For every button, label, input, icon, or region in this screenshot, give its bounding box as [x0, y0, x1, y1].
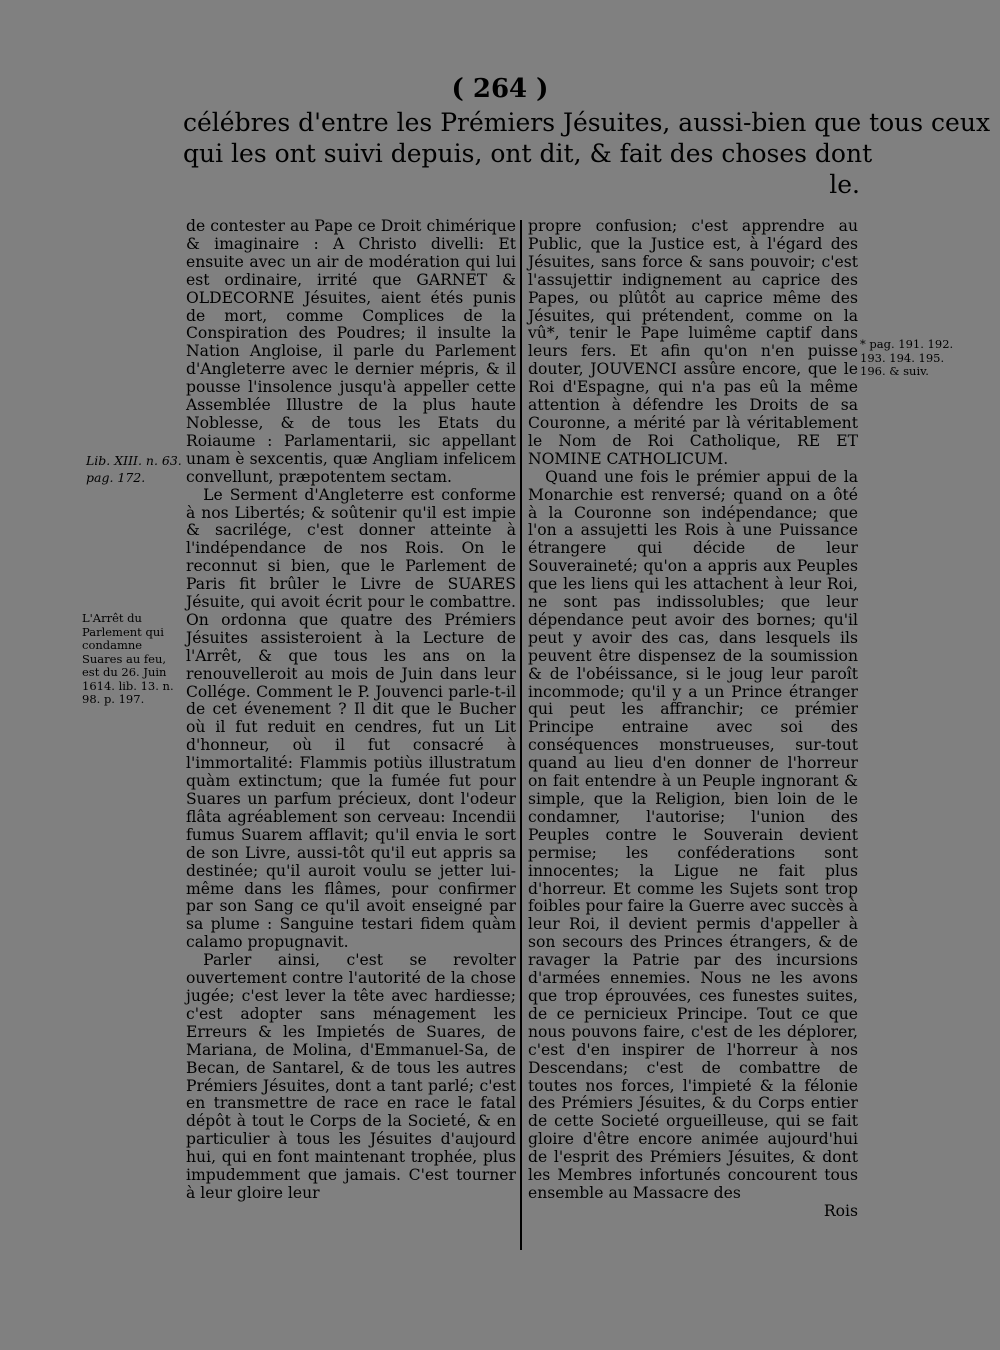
page-number: ( 264 ) — [451, 74, 549, 104]
running-head — [183, 107, 991, 200]
left-paragraph-3: Parler ainsi, c'est se revolter ouvertement contre l'autorité de la chose jugée; c'est lever la tête avec hardiesse; c'est adopter sans ménagement les Erreurs & les Impietés de Suares, de Mariana, de Molina, d'Emmanuel-Sa, de Becan, de Santarel, & de tous les autres Prémiers Jésuites, dont a tant parlé; c'est en transmettre de race en race le fatal dépôt à tout le Corps de la Societé, & en particulier à tous les Jésuites d'aujourd hui, qui en font maintenant trophée, plus impudemment que jamais. C'est tourner à leur gloire leur — [186, 951, 516, 1202]
margin-note-arret: L'Arrêt du Parlement qui condamne Suares au feu, est du 26. Juin 1614. lib. 13. n. 98. p. 197. — [82, 611, 174, 706]
margin-note-lib: Lib. XIII. n. 63. pag. 172. — [86, 453, 182, 485]
right-paragraph-1: propre confusion; c'est apprendre au Public, que la Justice est, à l'égard des Jésuites, sans force & sans pouvoir; c'est l'assujettir indignement au caprice des Papes, ou plûtôt au caprice même des Jésuites, qui prétendent, comme on la vû*, tenir le Pape luimême captif dans leurs fers. Et afin qu'on n'en puisse douter, JOUVENCI assûre encore, que le Roi d'Espagne, qui n'a pas eû la même attention à défendre les Droits de sa Couronne, a mérité par là véritablement le Nom de Roi Catholique, RE ET NOMINE CATHOLICUM. — [528, 217, 858, 468]
left-paragraph-1: de contester au Pape ce Droit chimérique & imaginaire : A Christo divelli: Et ensuite avec un air de modération qui lui est ordinaire, irrité que GARNET & OLDECORNE Jésuites, aient étés punis de mort, comme Complices de la Conspiration des Poudres; il insulte la Nation Angloise, il parle du Parlement d'Angleterre avec le dernier mépris, & il pousse l'insolence jusqu'à appeller cette Assemblée Illustre de la plus haute Noblesse, & de tous les Etats du Roiaume : Parlamentarii, sic appellant unam è sexcentis, quæ Angliam infelicem convellunt, præpotentem sectam. — [186, 217, 516, 486]
left-paragraph-2: Le Serment d'Angleterre est conforme à nos Libertés; & soûtenir qu'il est impie & sacrilége, c'est donner atteinte à l'indépendance de nos Rois. On le reconnut si bien, que le Parlement de Paris fit brûler le Livre de SUARES Jésuite, qui avoit écrit pour le combattre. On ordonna que quatre des Prémiers Jésuites assisteroient à la Lecture de l'Arrêt, & que tous les ans on la renouvelleroit au mois de Juin dans leur Collége. Comment le P. Jouvenci parle-t-il de cet évenement ? Il dit que le Bucher où il fut reduit en cendres, fut un Lit d'honneur, où il fut consacré à l'immortalité: Flammis potiùs illustratum quàm extinctum; que la fumée fut pour Suares un parfum précieux, dont l'odeur flâta agréablement son cerveau: Incendii fumus Suarem afflavit; qu'il envia le sort de son Livre, aussi-tôt qu'il eut appris sa destinée; qu'il auroit voulu se jetter lui-même dans les flâmes, pour confirmer par son Sang ce qu'il avoit enseigné par sa plume : Sanguine testari fidem quàm calamo propugnavit. — [186, 485, 516, 952]
catchword: Rois — [823, 1201, 858, 1220]
running-head-line-1: célébres d'entre les Prémiers Jésuites, aussi-bien que tous ceux — [183, 108, 991, 137]
running-head-line-3: le. — [829, 170, 860, 199]
left-column — [186, 218, 516, 1203]
running-head-line-2: qui les ont suivi depuis, ont dit, & fait des choses dont — [183, 139, 873, 168]
right-column — [528, 218, 858, 1221]
margin-note-pag: * pag. 191. 192. 193. 194. 195. 196. & suiv. — [860, 337, 954, 378]
right-paragraph-2: Quand une fois le prémier appui de la Monarchie est renversé; quand on a ôté à la Couronne son indépendance; que l'on a assujetti les Rois à une Puissance étrangere qui décide de leur Souveraineté; qu'on a appris aux Peuples que les liens qui les attachent à leur Roi, ne sont pas indissolubles; que leur dépendance peut avoir des bornes; qu'il peut y avoir des cas, dans lesquels ils peuvent être dispensez de la soumission & de l'obéissance, si le joug leur paroît incommode; qu'il y a un Prince étranger qui peut les affranchir; ce prémier Principe entraine avec soi des conséquences monstrueuses, sur-tout quand au lieu d'en donner de l'horreur on fait entendre à un Peuple ingnorant & simple, que la Religion, bien loin de le condamner, l'autorise; l'union des Peuples contre le Souverain devient permise; les conféderations sont innocentes; la Ligue ne fait plus d'horreur. Et comme les Sujets sont trop foibles pour faire la Guerre avec succès à leur Roi, il devient permis d'appeller à son secours des Princes étrangers, & de ravager la Patrie par des incursions d'armées ennemies. Nous ne les avons que trop éprouvées, ces funestes suites, de ce pernicieux Principe. Tout ce que nous pouvons faire, c'est de les déplorer, c'est d'en inspirer de l'horreur à nos Descendans; c'est de combattre de toutes nos forces, l'impieté & la félonie des Prémiers Jésuites, & du Corps entier de cette Societé orgueilleuse, qui se fait gloire d'être encore animée aujourd'hui de l'esprit des Prémiers Jésuites, & dont les Membres infortunés concourent tous ensemble au Massacre des — [528, 467, 858, 1202]
column-divider — [520, 220, 522, 1250]
